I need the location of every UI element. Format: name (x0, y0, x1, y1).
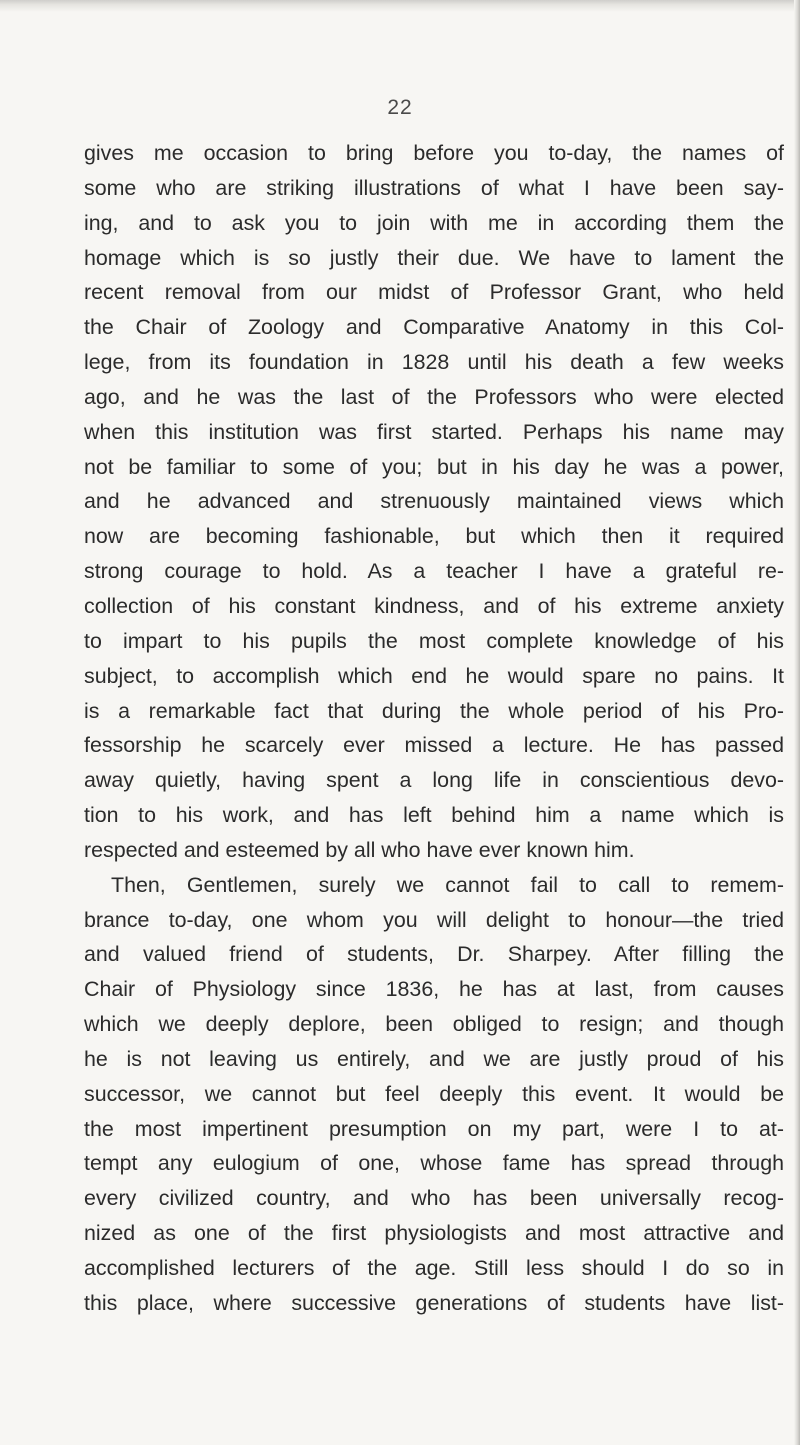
text-line: lege, from its foundation in 1828 until his death a few weeks (84, 350, 784, 375)
text-line: accomplished lecturers of the age. Still less should I do so in (84, 1256, 784, 1280)
text-line: when this institution was first started. Perhaps his name may (84, 419, 784, 444)
text-line: he is not leaving us entirely, and we are justly proud of his (84, 1046, 784, 1071)
text-line: to impart to his pupils the most complete knowledge of his (84, 628, 784, 653)
text-line: and he advanced and strenuously maintained views which (84, 489, 784, 514)
text-line: homage which is so justly their due. We have to lament the (84, 245, 784, 270)
text-line: every civilized country, and who has been universally recog- (84, 1186, 784, 1211)
text-line: the most impertinent presumption on my part, were I to at- (84, 1116, 784, 1141)
page-top-edge (0, 0, 800, 12)
text-line: is a remarkable fact that during the whole period of his Pro- (84, 698, 784, 723)
text-line: Chair of Physiology since 1836, he has at last, from causes (84, 977, 784, 1002)
text-line: nized as one of the first physiologists and most attractive and (84, 1221, 784, 1246)
text-line: Then, Gentlemen, surely we cannot fail to call to remem- (111, 872, 784, 897)
text-line: ing, and to ask you to join with me in according them the (84, 210, 784, 235)
text-line: gives me occasion to bring before you to-day, the names of (84, 141, 784, 165)
text-line: not be familiar to some of you; but in his day he was a power, (84, 454, 784, 479)
text-line: respected and esteemed by all who have ever known him. (84, 837, 635, 862)
text-line: recent removal from our midst of Professor Grant, who held (84, 280, 784, 305)
page-right-edge (794, 0, 800, 1445)
text-line: the Chair of Zoology and Comparative Anatomy in this Col- (84, 315, 784, 340)
text-line: fessorship he scarcely ever missed a lecture. He has passed (84, 733, 784, 758)
text-line: successor, we cannot but feel deeply this event. It would be (84, 1081, 784, 1106)
text-line: subject, to accomplish which end he would spare no pains. It (84, 663, 784, 688)
text-line: tempt any eulogium of one, whose fame has spread through (84, 1151, 784, 1176)
text-line: strong courage to hold. As a teacher I have a grateful re- (84, 559, 784, 584)
text-line: now are becoming fashionable, but which then it required (84, 524, 784, 549)
body-text (84, 136, 784, 1321)
text-line: some who are striking illustrations of what I have been say- (84, 175, 784, 200)
text-line: this place, where successive generations of students have list- (84, 1290, 784, 1315)
page-number: 22 (387, 96, 413, 119)
text-line: away quietly, having spent a long life in conscientious devo- (84, 768, 784, 793)
text-line: which we deeply deplore, been obliged to resign; and though (84, 1012, 784, 1037)
text-line: and valued friend of students, Dr. Sharpey. After filling the (84, 942, 784, 967)
text-line: tion to his work, and has left behind him a name which is (84, 803, 784, 828)
text-line: brance to-day, one whom you will delight to honour—the tried (84, 907, 784, 932)
text-line: ago, and he was the last of the Professors who were elected (84, 384, 784, 409)
text-line: collection of his constant kindness, and of his extreme anxiety (84, 593, 784, 618)
